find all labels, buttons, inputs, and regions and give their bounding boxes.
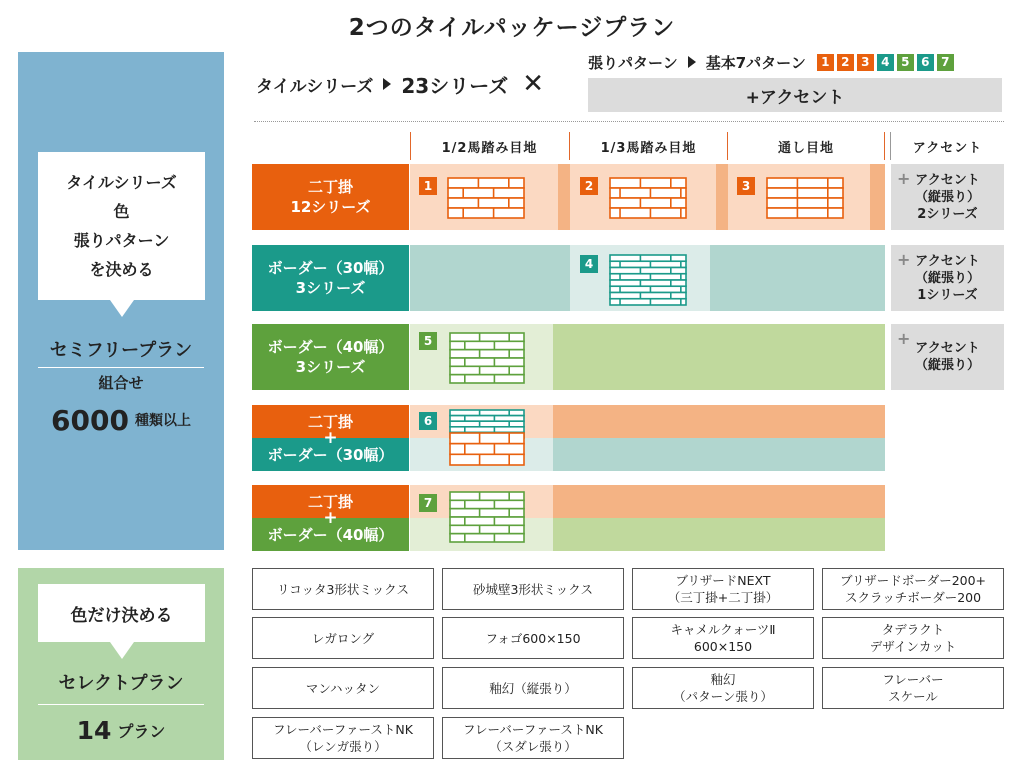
- select-plan-item: リコッタ3形状ミックス: [252, 568, 434, 610]
- select-plan-item: マンハッタン: [252, 667, 434, 709]
- pattern-chip: 3: [857, 54, 874, 71]
- series-label: タイルシリーズ: [256, 76, 374, 97]
- row-label-border40: ボーダー（40幅） 3シリーズ: [252, 324, 409, 390]
- row-label-border40-bottom: ボーダー（40幅）: [252, 518, 409, 551]
- accent-cell-row2: [891, 245, 1004, 311]
- plus-icon: +: [897, 250, 911, 269]
- accent-text: アクセント （縦張り）: [914, 341, 980, 373]
- semi-free-sub-label: 組合せ: [98, 373, 144, 392]
- semi-free-plan-name: セミフリープラン: [49, 340, 193, 361]
- row-fill: [410, 518, 553, 551]
- semi-free-speech-bubble: タイルシリーズ 色 張りパターン を決める: [38, 152, 205, 300]
- accent-text: アクセント （縦張り） 2シリーズ: [914, 172, 980, 222]
- row-fill: [553, 518, 885, 551]
- select-plan-panel: [18, 568, 224, 760]
- plus-icon: +: [323, 428, 338, 448]
- pattern-cell-3: [728, 164, 870, 230]
- row-label-border30: ボーダー（30幅） 3シリーズ: [252, 245, 409, 311]
- count-unit: プラン: [117, 721, 166, 741]
- count-unit: 種類以上: [134, 413, 191, 429]
- row-fill: [553, 438, 885, 471]
- row-label-nichogake-top: 二丁掛: [252, 405, 409, 438]
- row-label-nichogake-top: 二丁掛: [252, 485, 409, 518]
- pattern-chips: [814, 54, 954, 71]
- pattern-count: 基本7パターン: [705, 53, 806, 72]
- accent-cell-row1: [891, 164, 1004, 230]
- divider: [38, 704, 204, 705]
- pattern-number-badge: 4: [580, 255, 598, 273]
- series-formula: [256, 70, 544, 98]
- select-count: [18, 712, 224, 748]
- select-plan-item: 砂城壁3形状ミックス: [442, 568, 624, 610]
- column-header-stack-bond: 通し目地: [727, 132, 885, 160]
- pattern-label: 張りパターン: [588, 53, 678, 72]
- select-plan-item: ブリザードNEXT （三丁掛+二丁掛）: [632, 568, 814, 610]
- semi-free-count: [18, 402, 224, 438]
- row-fill: [410, 438, 553, 471]
- pattern-chip: 5: [897, 54, 914, 71]
- select-plan-name: セレクトプラン: [58, 673, 184, 694]
- row-label-border30-bottom: ボーダー（30幅）: [252, 438, 409, 471]
- page-title: 2つのタイルパッケージプラン: [348, 14, 676, 41]
- pattern-number-badge: 5: [419, 332, 437, 350]
- pattern-chip: 1: [817, 54, 834, 71]
- pattern-chip: 4: [877, 54, 894, 71]
- select-plan-item: 釉幻（縦張り）: [442, 667, 624, 709]
- pattern-chip: 7: [937, 54, 954, 71]
- row-fill: [553, 405, 885, 438]
- accent-text: アクセント （縦張り） 1シリーズ: [914, 253, 980, 303]
- cell-gap: [558, 164, 570, 230]
- select-plan-item: レガロング: [252, 617, 434, 659]
- row-fill: [553, 485, 885, 518]
- select-plan-item: ブリザードボーダー200+ スクラッチボーダー200: [822, 568, 1004, 610]
- pattern-number-badge: 7: [419, 494, 437, 512]
- cell-gap: [716, 164, 728, 230]
- triangle-right-icon: [383, 78, 391, 90]
- select-plan-item: フォゴ600×150: [442, 617, 624, 659]
- pattern-cell-1: [410, 164, 558, 230]
- pattern-chip: 6: [917, 54, 934, 71]
- count-number: 6000: [51, 403, 129, 437]
- pattern-number-badge: 2: [580, 177, 598, 195]
- accent-cell-row3: [891, 324, 1004, 390]
- column-header-accent: アクセント: [890, 132, 1004, 160]
- semi-free-plan-panel: [18, 52, 224, 550]
- pattern-cell-2: [570, 164, 716, 230]
- plus-icon: +: [897, 169, 911, 188]
- pattern-number-badge: 1: [419, 177, 437, 195]
- series-count: 23シリーズ: [401, 73, 509, 98]
- row-fill: [553, 324, 885, 390]
- select-speech-bubble: 色だけ決める: [38, 584, 205, 642]
- select-plan-item: フレーバー スケール: [822, 667, 1004, 709]
- select-plan-item: 釉幻 （パターン張り）: [632, 667, 814, 709]
- times-icon: ✕: [522, 69, 545, 99]
- row-fill: [410, 245, 570, 311]
- divider: [38, 367, 204, 368]
- select-plan-item: フレーバーファーストNK （スダレ張り）: [442, 717, 624, 759]
- select-plan-item: キャメルクォーツⅡ 600×150: [632, 617, 814, 659]
- plus-icon: +: [323, 508, 338, 528]
- column-header-third-offset: 1/3馬踏み目地: [569, 132, 727, 160]
- select-plan-item: フレーバーファーストNK （レンガ張り）: [252, 717, 434, 759]
- count-number: 14: [76, 715, 112, 745]
- accent-label-box: +アクセント: [588, 78, 1002, 112]
- pattern-number-badge: 6: [419, 412, 437, 430]
- triangle-right-icon: [688, 56, 696, 68]
- column-header-half-offset: 1/2馬踏み目地: [410, 132, 568, 160]
- row-label-nichogake: 二丁掛 12シリーズ: [252, 164, 409, 230]
- dotted-divider: [254, 121, 1004, 122]
- pattern-formula: [588, 50, 954, 74]
- cell-gap: [870, 164, 885, 230]
- row-fill: [710, 245, 885, 311]
- pattern-number-badge: 3: [737, 177, 755, 195]
- plus-icon: +: [897, 329, 911, 348]
- pattern-chip: 2: [837, 54, 854, 71]
- select-plan-item: タデラクト デザインカット: [822, 617, 1004, 659]
